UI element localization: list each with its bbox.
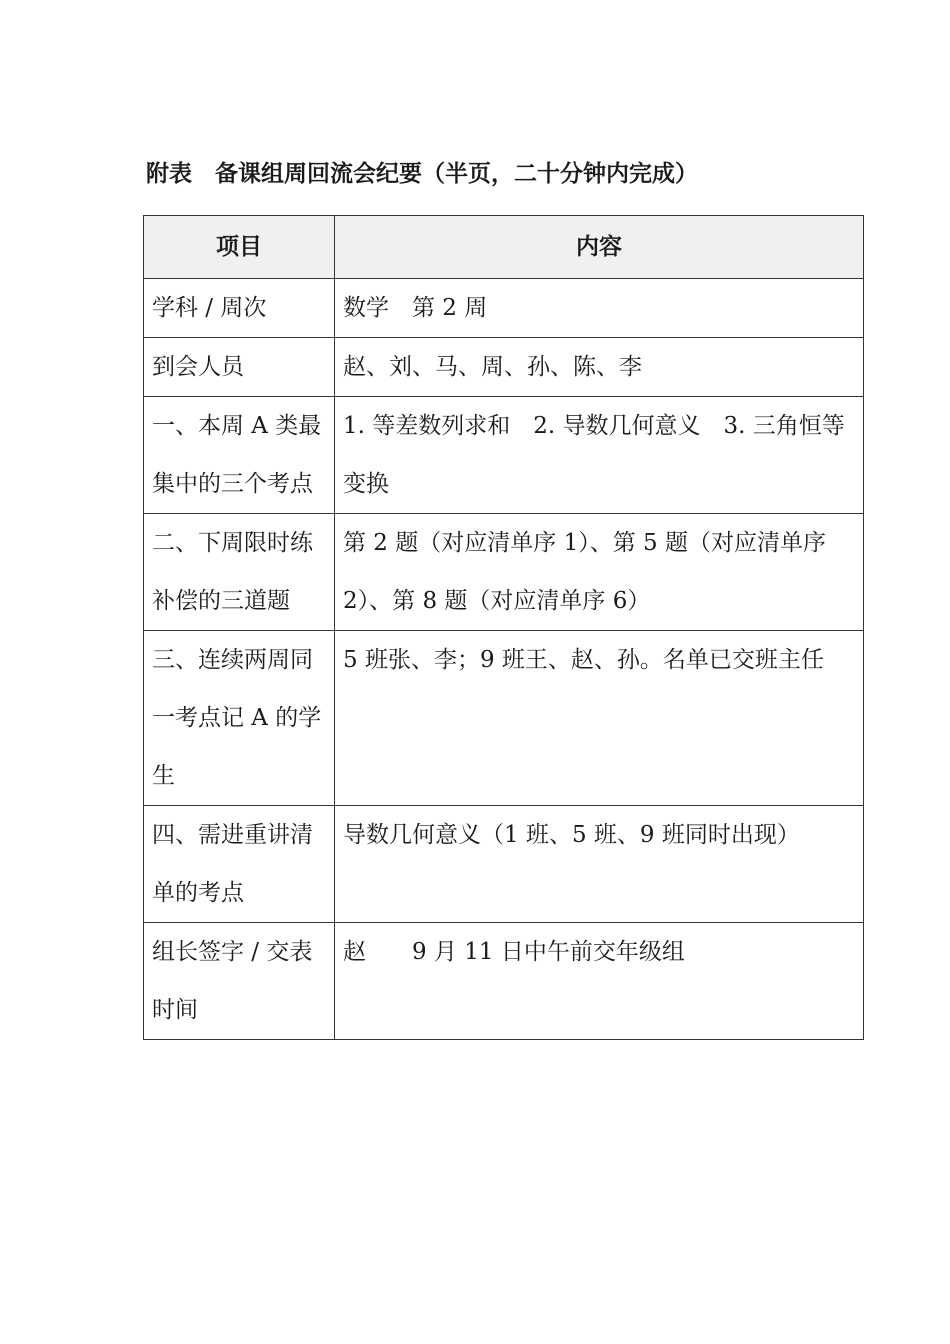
row-subject-week-value: 数学 第 2 周 xyxy=(335,279,864,338)
table-row xyxy=(144,806,864,923)
table-row xyxy=(144,397,864,514)
row-repeat-students-value: 5 班张、李；9 班王、赵、孙。名单已交班主任 xyxy=(335,631,864,806)
table-row xyxy=(144,631,864,806)
header-content: 内容 xyxy=(335,216,864,279)
row-signature-label: 组长签字 / 交表时间 xyxy=(144,923,335,1040)
table-row xyxy=(144,923,864,1040)
row-attendees-label: 到会人员 xyxy=(144,338,335,397)
row-top-topics-label: 一、本周 A 类最集中的三个考点 xyxy=(144,397,335,514)
table-row xyxy=(144,279,864,338)
meeting-minutes-table xyxy=(143,215,864,1040)
row-top-topics-value: 1. 等差数列求和 2. 导数几何意义 3. 三角恒等变换 xyxy=(335,397,864,514)
row-practice-items-value: 第 2 题（对应清单序 1）、第 5 题（对应清单序 2）、第 8 题（对应清单序 6） xyxy=(335,514,864,631)
row-reteach-topics-label: 四、需进重讲清单的考点 xyxy=(144,806,335,923)
table-row xyxy=(144,338,864,397)
row-attendees-value: 赵、刘、马、周、孙、陈、李 xyxy=(335,338,864,397)
row-signature-value: 赵 9 月 11 日中午前交年级组 xyxy=(335,923,864,1040)
row-subject-week-label: 学科 / 周次 xyxy=(144,279,335,338)
page-title: 附表 备课组周回流会纪要（半页，二十分钟内完成） xyxy=(146,161,698,187)
row-repeat-students-label: 三、连续两周同一考点记 A 的学生 xyxy=(144,631,335,806)
row-reteach-topics-value: 导数几何意义（1 班、5 班、9 班同时出现） xyxy=(335,806,864,923)
table-row xyxy=(144,514,864,631)
row-practice-items-label: 二、下周限时练补偿的三道题 xyxy=(144,514,335,631)
header-item: 项目 xyxy=(144,216,335,279)
table-header-row xyxy=(144,216,864,279)
